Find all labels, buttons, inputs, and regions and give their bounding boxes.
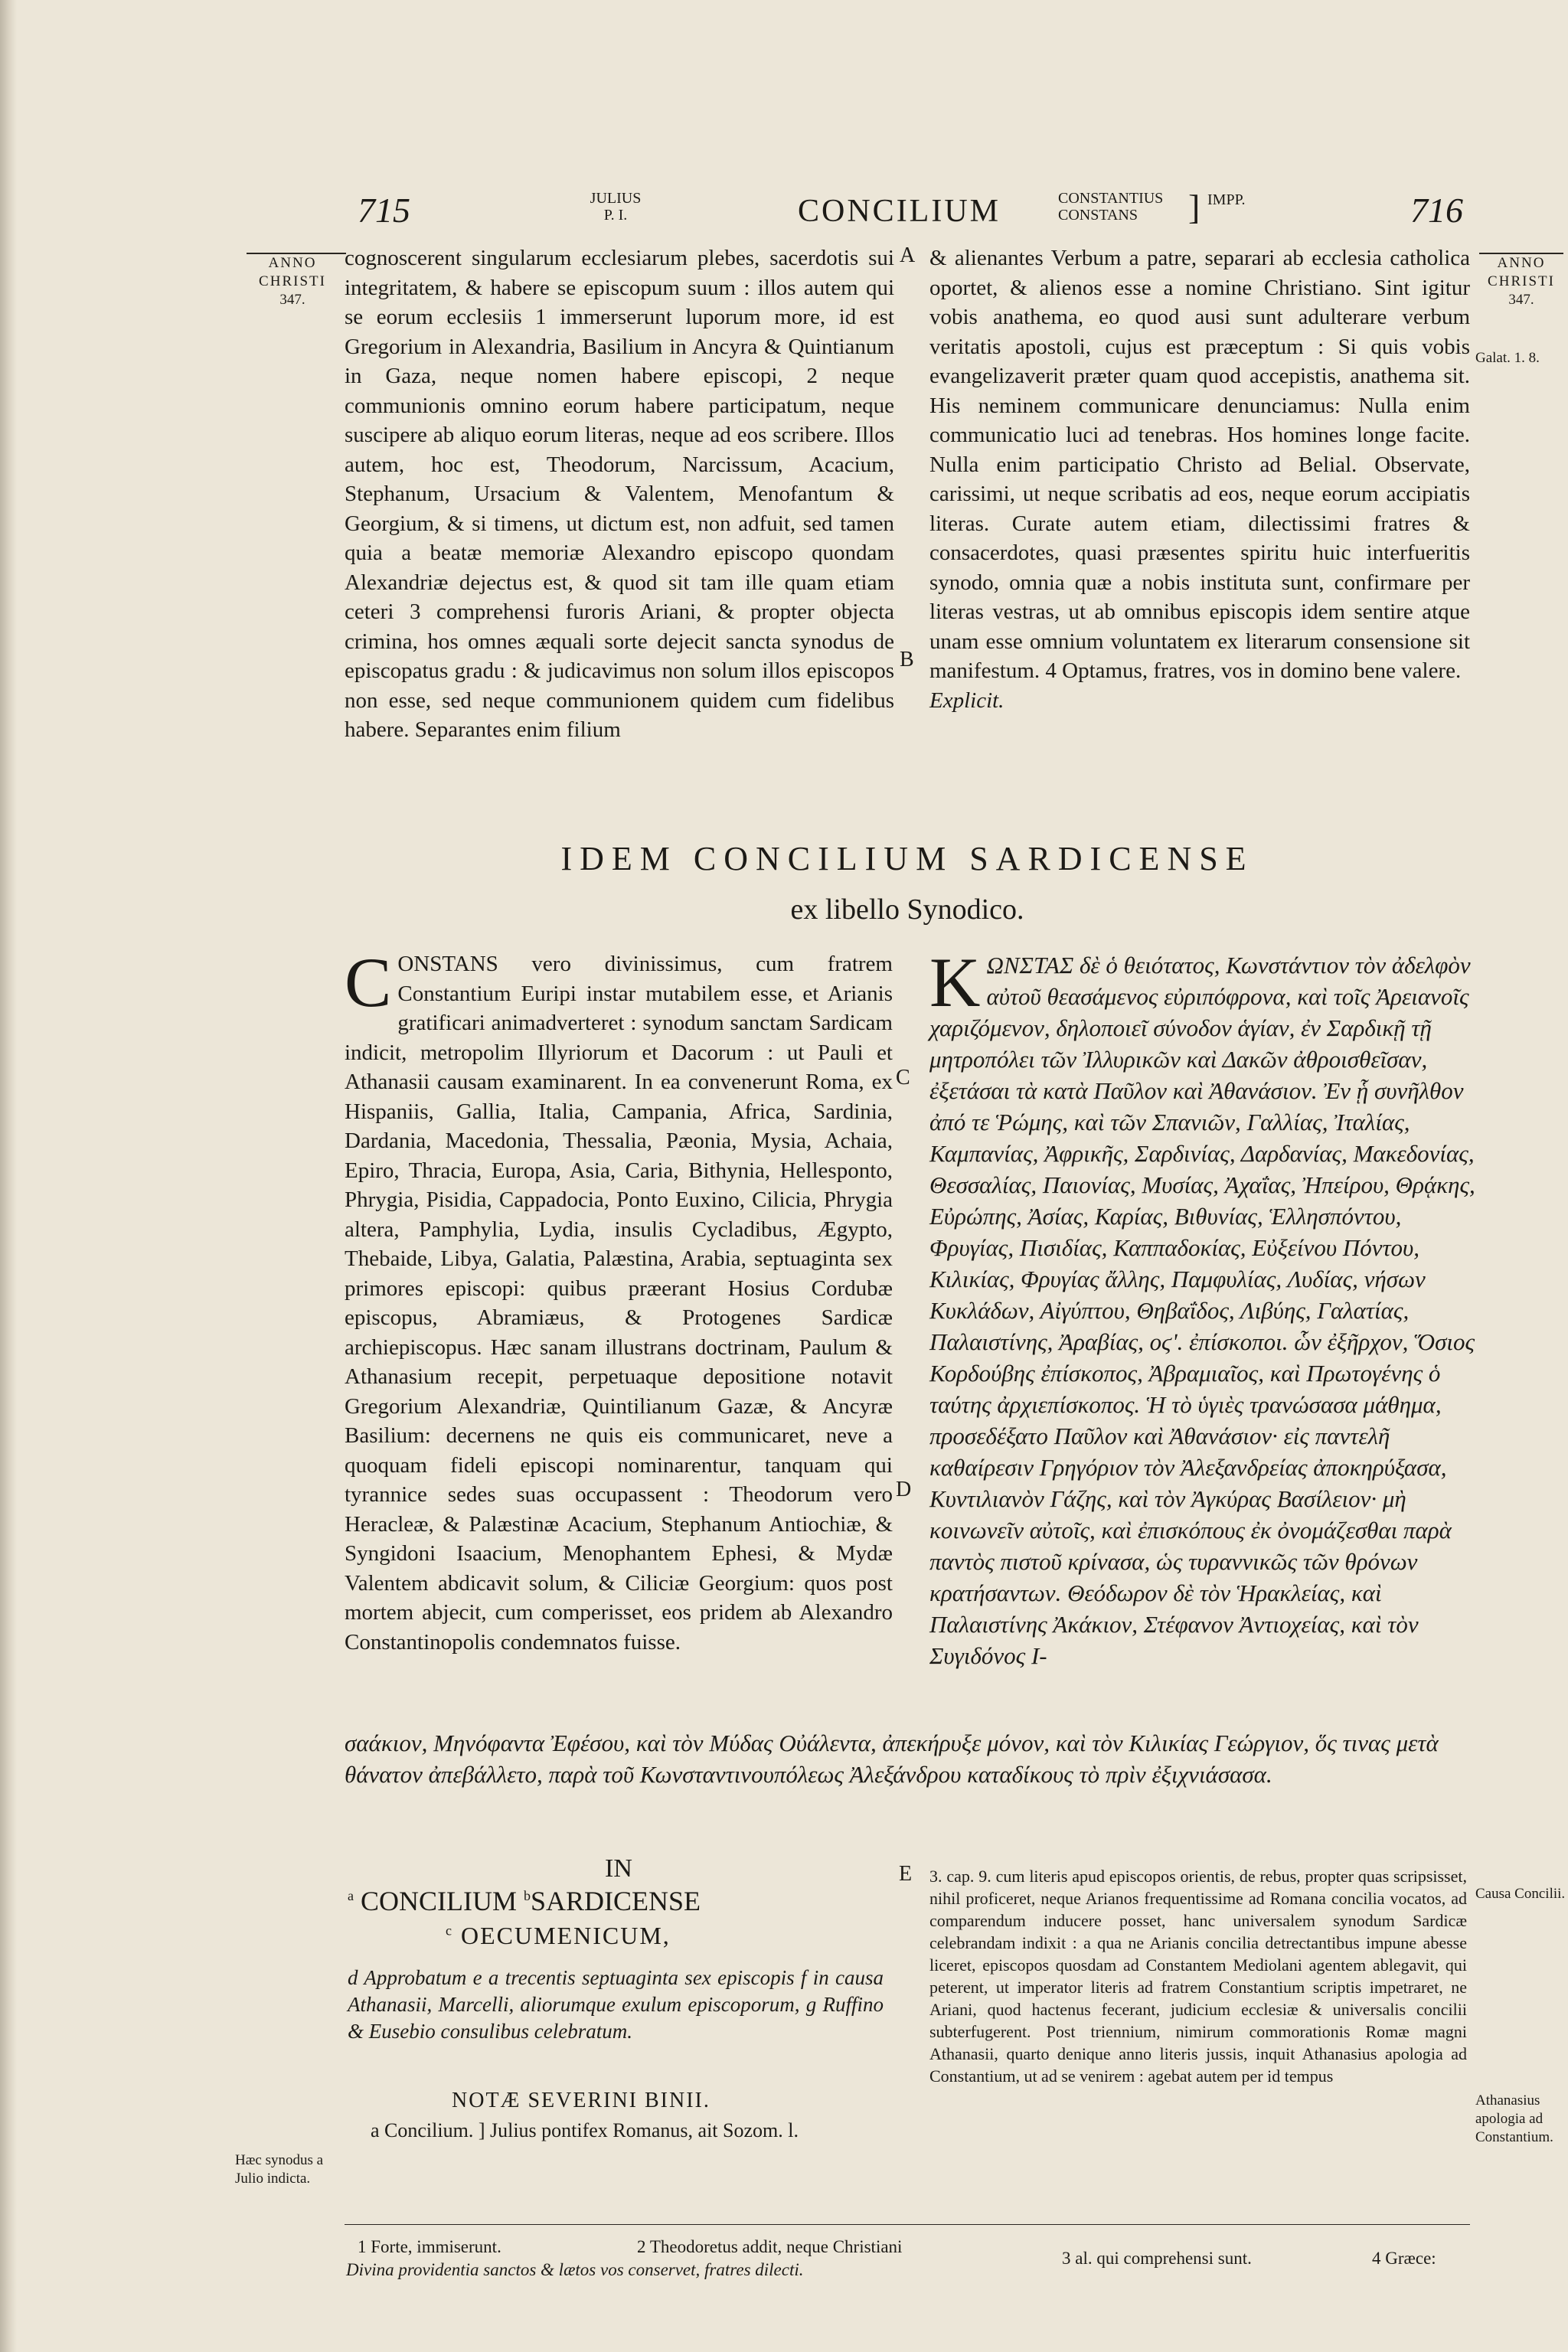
page-number-left: 715 bbox=[358, 191, 410, 230]
middle-right-greek-column bbox=[929, 943, 1478, 1671]
drop-cap-latin: C bbox=[345, 943, 392, 1021]
margin-year-right bbox=[1475, 254, 1567, 309]
top-right-paragraph: & alienantes Verbum a patre, separari ab ecclesia catholica oportet, & alienos esse a nomine Christiano. Sint igitur vobis anathema, eo quod ausi sunt adulterare verbum veritatis apostoli, cujus est præceptum : Si quis vobis evangelizaverit præter quam quod accepistis, anathema sit. His neminem communicare denunciamus: Nulla enim communicatio luci ad tenebras. Hos homines longe facite. Nulla enim participatio Christo ad Belial. Observate, carissimi, ut neque scribatis ad eos, neque eorum accipiatis literas. Curate autem etiam, dilectissimi fratres & consacerdotes, quasi præsentes spiritu huic interfueritis synodo, omnia quæ a nobis instituta sunt, confirmare per literas vestras, ut ab omnibus episcopis idem sentire atque unam esse omnium voluntatem ex literarum consensione sit manifestum. 4 Optamus, fratres, vos in domino bene valere. bbox=[929, 246, 1470, 683]
margin-anno-left: ANNO bbox=[268, 255, 317, 271]
section-letter-d: D bbox=[896, 1478, 912, 1501]
header-emperor-1: CONSTANTIUS bbox=[1058, 190, 1164, 207]
lower-title-mark-c: c bbox=[446, 1922, 453, 1939]
footnote-4: 4 Græce: bbox=[1372, 2249, 1436, 2268]
margin-christi-left: CHRISTI bbox=[259, 273, 326, 289]
header-title: CONCILIUM bbox=[798, 194, 1001, 229]
notae-title: NOTÆ SEVERINI BINII. bbox=[452, 2089, 710, 2112]
section-letter-e: E bbox=[899, 1862, 913, 1886]
margin-christi-right: CHRISTI bbox=[1488, 273, 1555, 289]
middle-right-greek-paragraph: ΩΝΣΤΑΣ δὲ ὁ θειότατος, Κωνστάντιον τὸν ἀδελφὸν αὐτοῦ θεασάμενος εὐριπόφρονα, καὶ τοῖς Ἀρειανοῖς χαριζόμενον, δηλοποιεῖ σύνοδον ἁγίαν, ἐν Σαρδικῇ τῇ μητροπόλει τῶν Ἰλλυρικῶν καὶ Δακῶν ἀθροισθεῖσαν, ἐξετάσαι τὰ κατὰ Παῦλον καὶ Ἀθανάσιον. Ἐν ᾗ συνῆλθον ἀπό τε Ῥώμης, καὶ τῶν Σπανιῶν, Γαλλίας, Ἰταλίας, Καμπανίας, Ἀφρικῆς, Σαρδινίας, Δαρδανίας, Μακεδονίας, Θεσσαλίας, Παιονίας, Μυσίας, Ἀχαΐας, Ἠπείρου, Θρᾴκης, Εὐρώπης, Ἀσίας, Καρίας, Βιθυνίας, Ἑλλησπόντου, Φρυγίας, Πισιδίας, Καππαδοκίας, Εὐξείνου Πόντου, Κιλικίας, Φρυγίας ἄλλης, Παμφυλίας, Λυδίας, νήσων Κυκλάδων, Αἰγύπτου, Θηβαΐδος, Λιβύης, Γαλατίας, Παλαιστίνης, Ἀραβίας, οϛʹ. ἐπίσκοποι. ὧν ἐξῆρχον, Ὅσιος Κορδούβης ἐπίσκοπος, Ἀβραμιαῖος, καὶ Πρωτογένης ὁ ταύτης ἀρχιεπίσκοπος. Ἡ τὸ ὑγιὲς τρανώσασα μάθημα, προσεδέξατο Παῦλον καὶ Ἀθανάσιον· εἰς παντελῆ καθαίρεσιν Γρηγόριον τὸν Ἀλεξανδρείας ἀποκηρύξασα, Κυντιλιανὸν Γάζης, καὶ τὸν Ἀγκύρας Βασίλειον· μὴ κοινωνεῖν αὐτοῖς, καὶ ἐπισκόπους ἐκ ὀνομάζεσθαι παρὰ παντὸς πιστοῦ κρίνασα, ὡς τυραννικῶς τῶν θρόνων κρατήσαντων. Θεόδωρον δὲ τὸν Ἡρακλείας, καὶ Παλαιστίνης Ἀκάκιον, Στέφανον Ἀντιοχείας, καὶ τὸν Συγιδόνος Ι- bbox=[929, 952, 1475, 1669]
footnote-rule bbox=[345, 2224, 1470, 2225]
section-heading-main: IDEM CONCILIUM SARDICENSE bbox=[560, 840, 1254, 877]
header-pope-sub: P. I. bbox=[603, 207, 628, 224]
section-letter-c: C bbox=[896, 1066, 910, 1089]
lower-title-line1 bbox=[348, 1885, 896, 1917]
lower-right-notes-column bbox=[929, 1865, 1467, 2087]
middle-left-column bbox=[345, 943, 893, 1657]
margin-scripture-ref: Galat. 1. 8. bbox=[1475, 350, 1540, 366]
drop-cap-greek: Κ bbox=[929, 943, 981, 1021]
notae-first-line: a Concilium. ] Julius pontifex Romanus, ait Sozom. l. bbox=[371, 2119, 799, 2141]
top-right-column bbox=[929, 243, 1470, 715]
top-left-column bbox=[345, 243, 894, 745]
footnote-2: 2 Theodoretus addit, neque Christiani bbox=[637, 2237, 903, 2256]
lower-right-margin-note-2: Athanasius apologia ad Constantium. bbox=[1475, 2092, 1553, 2145]
section-heading-sub: ex libello Synodico. bbox=[790, 893, 1024, 926]
lower-right-notes-text: 3. cap. 9. cum literis apud episcopos orientis, de rebus, propter quas scripsisset, nihil proficeret, neque Arianos frequentissime ad Romana concilia vocatos, ad comparendum inducere posset, hanc universalem synodum Sardicæ celebrandam indixit : a qua ne Arianis concilia detrectantibus impune abesse liceret, episcopos quosdam ad Constantem Mediolani agentem ablegavit, qui peterent, ut imperator literis ad fratrem Constantium scriptis impetraret, ne Ariani, quod hactenus fecerant, judicium ecclesiæ & universalis concilii subterfugerent. Post triennium, nimirum commorationis Romæ magni Athanasii, quarto denique anno literis jussis, inquit Athanasius apologia ad Constantium, ut ad se venirem : agebat autem per id tempus bbox=[929, 1867, 1467, 2086]
explicit-label: Explicit. bbox=[929, 688, 1004, 713]
page-number-right: 716 bbox=[1410, 191, 1463, 230]
lower-title-concilium: CONCILIUM bbox=[361, 1886, 517, 1916]
footnote-3: 3 al. qui comprehensi sunt. bbox=[1062, 2249, 1252, 2268]
book-spine-edge bbox=[0, 0, 17, 2352]
margin-anno-right: ANNO bbox=[1497, 255, 1546, 271]
section-letter-b: B bbox=[900, 648, 914, 671]
lower-left-margin-note: Hæc synodus a Julio indicta. bbox=[235, 2152, 324, 2187]
footnote-1: 1 Forte, immiserunt. bbox=[358, 2237, 501, 2256]
lower-left-italic-block bbox=[348, 1965, 884, 2045]
section-letter-a: A bbox=[900, 243, 916, 267]
lower-title-mark-a: a bbox=[348, 1888, 354, 1903]
lower-title-in: IN bbox=[605, 1854, 632, 1883]
header-pope bbox=[577, 190, 654, 224]
greek-continuation-text: σαάκιον, Μηνόφαντα Ἐφέσου, καὶ τὸν Μύδας Οὐάλεντα, ἀπεκήρυξε μόνον, καὶ τὸν Κιλικίας Γεώργιον, ὅς τινας μετὰ θάνατον ἀπεβάλλετο, παρὰ τοῦ Κωνσταντινουπόλεως Ἀλεξάνδρου καταδίκους τὸ πρὶν ἐξιχνιάσασα. bbox=[345, 1730, 1439, 1788]
lower-title-sardicense: SARDICENSE bbox=[531, 1886, 701, 1916]
lower-title-line2 bbox=[446, 1922, 671, 1950]
header-bracket: ] bbox=[1188, 188, 1200, 227]
header-pope-name: JULIUS bbox=[590, 190, 642, 207]
lower-title-oecumenicum: OECUMENICUM, bbox=[461, 1922, 671, 1949]
footnote-2-continued: Divina providentia sanctos & lætos vos conservet, fratres dilecti. bbox=[346, 2260, 804, 2279]
middle-left-paragraph: ONSTANS vero divinissimus, cum fratrem Constantium Euripi instar mutabilem esse, et Arianis gratificari animadverteret : synodum sanctam Sardicam indicit, metropolim Illyriorum et Dacorum : ut Pauli et Athanasii causam examinarent. In ea convenerunt Roma, ex Hispaniis, Gallia, Italia, Campania, Africa, Sardinia, Dardania, Macedonia, Thessalia, Pæonia, Mysia, Achaia, Epiro, Thracia, Europa, Asia, Caria, Bithynia, Hellespontо, Phrygia, Pisidia, Cappadocia, Ponto Euxino, Cilicia, Phrygia altera, Pamphylia, Lydia, insulis Cycladibus, Ægypto, Thebaide, Libya, Galatia, Palæstina, Arabia, septuaginta sex primores episcopi: quibus præerant Hosius Cordubæ episcopus, Abramiæus, & Protogenes Sardicæ archiepiscopus. Hæc sanam illustrans doctrinam, Paulum & Athanasium recepit, perpetuaque depositione notavit Gregorium Alexandriæ, Quintilianum Gazæ, & Ancyræ Basilium: decernens ne quis eis communicaret, neve a quoquam fideli episcopi nominarentur, tanquam qui tyrannice sedes suas occupassent : Theodorum vero Heracleæ, & Palæstinæ Acacium, Stephanum Antiochiæ, & Syngidoni Isaacium, Menophantem Ephesi, & Mydæ Valentem abdicavit solum, & Ciliciæ Georgium: quos post mortem abjecit, cum comperisset, eos pridem ab Alexandro Constantinopolis condemnatos fuisse. bbox=[345, 952, 893, 1655]
header-impp: IMPP. bbox=[1207, 191, 1246, 208]
margin-year-left-value: 347. bbox=[279, 292, 305, 308]
header-emperor-2: CONSTANS bbox=[1058, 207, 1138, 224]
lower-title-mark-b: b bbox=[524, 1888, 531, 1903]
lower-left-italic-text: d Approbatum e a trecentis septuaginta sex episcopis f in causa Athanasii, Marcelli, aliorumque exulum episcoporum, g Ruffino & Eusebio consulibus celebratum. bbox=[348, 1966, 884, 2043]
greek-continuation bbox=[345, 1727, 1478, 1790]
header-emperors bbox=[1058, 190, 1163, 224]
top-left-paragraph: cognoscerent singularum ecclesiarum plebes, sacerdotis sui integritatem, & habere se episcopum suum : illos autem qui se eorum ecclesiis 1 immerserunt luporum more, id est Gregorium in Alexandria, Basilium in Ancyra & Quintianum in Gaza, neque nomen habere episcopi, 2 neque communionis omnino eorum habere participatum, neque suscipere ab aliquo eorum literas, neque ad eos scribere. Illos autem, hoc est, Theodorum, Narcissum, Acacium, Stephanum, Ursacium & Valentem, Menofantum & Georgium, & si timens, ut dictum est, non adfuit, sed tamen quia a beatæ memoriæ Alexandro episcopo quondam Alexandriæ dejectus est, & quod sit tam ille quam etiam ceteri 3 comprehensi furoris Ariani, & propter objecta crimina, hos omnes æquali sorte dejecit sancta synodus de episcopatus gradu : & judicavimus non solum illos episcopos non esse, sed neque communionem quidem cum fidelibus habere. Separantes enim filium bbox=[345, 246, 894, 742]
book-page bbox=[17, 0, 1568, 2352]
lower-right-margin-note-1: Causa Concilii. bbox=[1475, 1886, 1566, 1902]
margin-year-right-value: 347. bbox=[1508, 292, 1534, 308]
margin-year-left bbox=[231, 254, 354, 309]
